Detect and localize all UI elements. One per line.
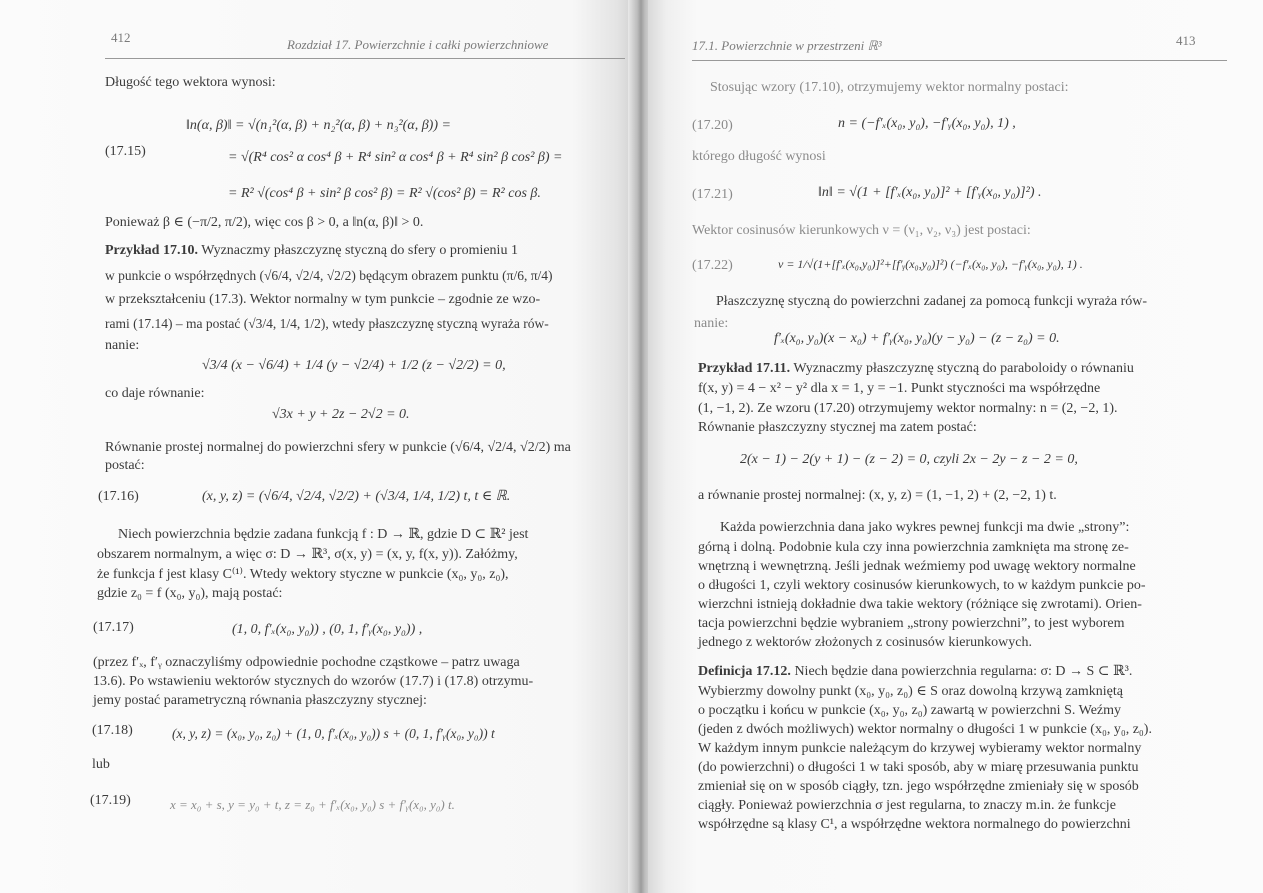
text-line: jemy postać parametryczną równania płaszczyzny stycznej: [93,693,427,708]
equation-line: n = (−f′ₓ(x₀, y₀), −f′ᵧ(x₀, y₀), 1) , [838,116,1016,131]
text-line: Równanie prostej normalnej do powierzchni sfery w punkcie (√6/4, √2/4, √2/2) ma [105,440,571,455]
text-line: Równanie płaszczyzny stycznej ma zatem postać: [698,420,977,435]
example-title: Przykład 17.11. [698,361,791,376]
text-line: Stosując wzory (17.10), otrzymujemy wektor normalny postaci: [710,80,1069,95]
equation-line: ‖n(α, β)‖ = √(n₁²(α, β) + n₂²(α, β) + n₃²(α, β)) = [186,118,451,133]
equation-line: √3x + y + 2z − 2√2 = 0. [272,407,410,422]
text-line: lub [92,757,110,772]
page-number: 413 [1176,33,1196,48]
text-line: rami (17.14) – ma postać (√3/4, 1/4, 1/2), wtedy płaszczyznę styczną wyraża rów- [105,316,549,331]
definition-title: Definicja 17.12. [698,664,791,679]
text-line: o początku i końcu w punkcie (x₀, y₀, z₀) zawartą w powierzchni S. Weźmy [698,703,1122,718]
text-line: obszarem normalnym, a więc σ: D → ℝ³, σ(x, y) = (x, y, f(x, y)). Załóżmy, [97,547,518,562]
text-line: W każdym innym punkcie należącym do krzywej wybieramy wektor normalny [698,741,1142,756]
text-line: co daje równanie: [105,386,205,401]
running-header: Rozdział 17. Powierzchnie i całki powierzchniowe [287,37,549,52]
text-line: Niech będzie dana powierzchnia regularna: σ: D → S ⊂ ℝ³. [790,664,1133,679]
text-line: (przez f′ₓ, f′ᵧ oznaczyliśmy odpowiednie pochodne cząstkowe – patrz uwaga [93,655,520,670]
text-line: Długość tego wektora wynosi: [105,75,276,90]
text-line: Ponieważ β ∈ (−π/2, π/2), więc cos β > 0, a ‖n(α, β)‖ > 0. [105,215,424,230]
equation-line: = √(R⁴ cos² α cos⁴ β + R⁴ sin² α cos⁴ β + R⁴ sin² β cos² β) = [228,150,563,165]
text-line: 13.6). Po wstawieniu wektorów stycznych do wzorów (17.7) i (17.8) otrzymu- [93,674,534,689]
equation-label: (17.20) [692,118,733,133]
text-line: nanie: [694,316,729,331]
page-number: 412 [111,30,131,45]
equation-label: (17.16) [98,489,139,504]
text-line: nanie: [105,338,140,353]
text-line: Wyznaczmy płaszczyznę styczną do sfery o promieniu 1 [197,243,518,258]
equation-label: (17.15) [105,144,146,159]
text-line: wierzchni istnieją dokładnie dwa takie wektory (różniące się zwrotami). Orien- [698,597,1142,612]
equation-line: ν = 1/√(1+[f′ₓ(x₀,y₀)]²+[f′ᵧ(x₀,y₀)]²) (−f′ₓ(x₀, y₀), −f′ᵧ(x₀, y₀), 1) . [778,257,1083,271]
header-rule [105,58,625,59]
equation-label: (17.21) [692,187,733,202]
running-header: 17.1. Powierzchnie w przestrzeni ℝ³ [692,38,882,53]
text-line: którego długość wynosi [692,149,826,164]
text-line: (do powierzchni) o długości 1 w taki sposób, aby w miarę przesuwania punktu [698,760,1139,775]
example-title: Przykład 17.10. [105,243,198,258]
text-line: (jeden z dwóch możliwych) wektor normalny o długości 1 w punkcie (x₀, y₀, z₀). [698,722,1152,737]
equation-line: 2(x − 1) − 2(y + 1) − (z − 2) = 0, czyli 2x − 2y − z − 2 = 0, [740,452,1078,467]
text-line: postać: [105,458,145,473]
right-page [648,0,1263,893]
text-line: ciągły. Ponieważ powierzchnia σ jest regularna, to znaczy m.in. że funkcje [698,798,1116,813]
equation-line: (x, y, z) = (√6/4, √2/4, √2/2) + (√3/4, 1/4, 1/2) t, t ∈ ℝ. [202,489,511,504]
equation-label: (17.19) [90,793,131,808]
equation-line: ‖n‖ = √(1 + [f′ₓ(x₀, y₀)]² + [f′ᵧ(x₀, y₀)]²) . [818,185,1042,200]
text-line: górną i dolną. Podobnie kula czy inna powierzchnia zamknięta ma stronę ze- [698,540,1129,555]
text-line: Wyznaczmy płaszczyznę styczną do paraboloidy o równaniu [790,361,1134,376]
equation-line: (1, 0, f′ₓ(x₀, y₀)) , (0, 1, f′ᵧ(x₀, y₀)) , [232,622,423,637]
text-line: w przekształceniu (17.3). Wektor normalny w tym punkcie – zgodnie ze wzo- [105,292,541,307]
text-line: o długości 1, czyli wektory cosinusów kierunkowych, to w każdym punkcie po- [698,578,1146,593]
text-line: Niech powierzchnia będzie zadana funkcją f : D → ℝ, gdzie D ⊂ ℝ² jest [118,527,529,542]
equation-line: √3/4 (x − √6/4) + 1/4 (y − √2/4) + 1/2 (z − √2/2) = 0, [202,358,506,373]
text-line: tacja powierzchni będzie wybraniem „strony powierzchni”, to jest wyborem [698,616,1125,631]
text-line: Wektor cosinusów kierunkowych ν = (ν₁, ν₂, ν₃) jest postaci: [692,223,1031,238]
text-line: gdzie z₀ = f (x₀, y₀), mają postać: [97,586,283,601]
header-rule [692,60,1227,61]
equation-line: (x, y, z) = (x₀, y₀, z₀) + (1, 0, f′ₓ(x₀, y₀)) s + (0, 1, f′ᵧ(x₀, y₀)) t [172,726,495,741]
text-line: Płaszczyznę styczną do powierzchni zadanej za pomocą funkcji wyraża rów- [716,294,1148,309]
text-line: że funkcja f jest klasy C⁽¹⁾. Wtedy wektory styczne w punkcie (x₀, y₀, z₀), [97,567,509,582]
text-line: f(x, y) = 4 − x² − y² dla x = 1, y = −1. Punkt styczności ma współrzędne [698,381,1101,396]
text-line: jednego z wektorów złożonych z cosinusów kierunkowych. [698,635,1032,650]
text-line: zmieniał się on w sposób ciągły, tzn. jego współrzędne zmieniały się w sposób [698,779,1139,794]
text-line: w punkcie o współrzędnych (√6/4, √2/4, √2/2) będącym obrazem punktu (π/6, π/4) [105,268,553,283]
text-line: współrzędne są klasy C¹, a współrzędne wektora normalnego do powierzchni [698,817,1131,832]
text-line: Każda powierzchnia dana jako wykres pewnej funkcji ma dwie „strony”: [720,520,1130,535]
text-line: (1, −1, 2). Ze wzoru (17.20) otrzymujemy wektor normalny: n = (2, −2, 1). [698,401,1118,416]
equation-line: = R² √(cos⁴ β + sin² β cos² β) = R² √(cos² β) = R² cos β. [228,186,541,201]
text-line: Wybierzmy dowolny punkt (x₀, y₀, z₀) ∈ S oraz dowolną krzywą zamkniętą [698,684,1123,699]
equation-label: (17.18) [92,723,133,738]
text-line: wnętrzną i wewnętrzną. Jeśli jednak weźmiemy pod uwagę wektory normalne [698,559,1136,574]
equation-label: (17.22) [692,258,733,273]
equation-label: (17.17) [93,620,134,635]
equation-line: x = x₀ + s, y = y₀ + t, z = z₀ + f′ₓ(x₀, y₀) s + f′ᵧ(x₀, y₀) t. [170,797,455,812]
text-line: a równanie prostej normalnej: (x, y, z) = (1, −1, 2) + (2, −2, 1) t. [698,488,1057,503]
equation-line: f′ₓ(x₀, y₀)(x − x₀) + f′ᵧ(x₀, y₀)(y − y₀) − (z − z₀) = 0. [774,331,1060,346]
